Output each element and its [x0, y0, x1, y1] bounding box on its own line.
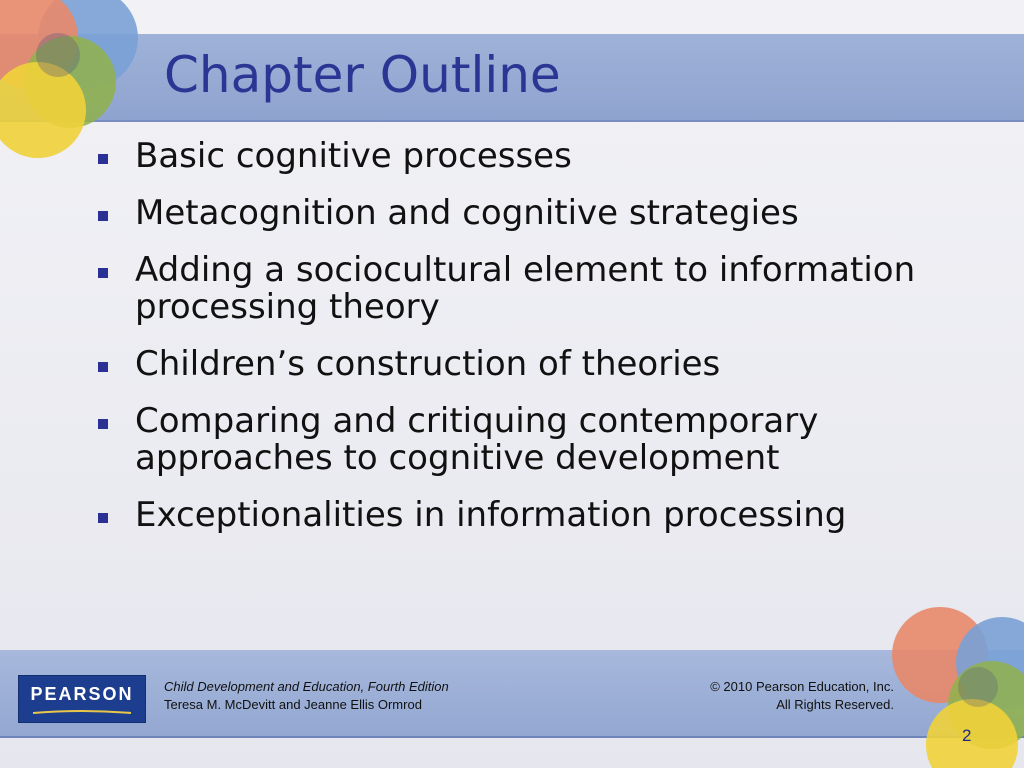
footer-book-info [164, 678, 449, 714]
square-bullet-icon [98, 211, 108, 221]
logo-swoosh-icon [33, 710, 131, 714]
square-bullet-icon [98, 513, 108, 523]
square-bullet-icon [98, 419, 108, 429]
title-divider [0, 120, 1024, 122]
bullet-item [96, 346, 996, 383]
square-bullet-icon [98, 268, 108, 278]
pearson-logo [18, 675, 146, 723]
bullet-text: Basic cognitive processes [135, 136, 572, 176]
slide-title: Chapter Outline [164, 46, 561, 104]
bullet-text: Children’s construction of theories [135, 344, 721, 384]
bullet-item [96, 195, 996, 232]
bullet-text: Comparing and critiquing contemporary [135, 401, 819, 441]
decorative-circles-bottom-right [880, 605, 1024, 768]
square-bullet-icon [98, 154, 108, 164]
logo-text: PEARSON [30, 684, 134, 704]
footer-authors: Teresa M. McDevitt and Jeanne Ellis Ormrod [164, 697, 422, 712]
bullet-text: Metacognition and cognitive strategies [135, 193, 799, 233]
bullet-item [96, 403, 996, 477]
bullet-item [96, 138, 996, 175]
footer-copyright [710, 678, 894, 714]
bullet-text: Adding a sociocultural element to information [135, 250, 916, 290]
decorative-circles-top-left [0, 0, 150, 160]
bullet-text-continued: approaches to cognitive development [135, 438, 780, 478]
square-bullet-icon [98, 362, 108, 372]
bullet-item [96, 497, 996, 534]
page-number: 2 [962, 726, 972, 745]
footer-book-title: Child Development and Education, Fourth Edition [164, 679, 449, 694]
bullet-item [96, 252, 996, 326]
rights-text: All Rights Reserved. [776, 697, 894, 712]
bullet-text-continued: processing theory [135, 287, 440, 327]
bullet-list [96, 138, 996, 554]
copyright-text: © 2010 Pearson Education, Inc. [710, 679, 894, 694]
footer-divider [0, 736, 1024, 738]
bullet-text: Exceptionalities in information processing [135, 495, 847, 535]
